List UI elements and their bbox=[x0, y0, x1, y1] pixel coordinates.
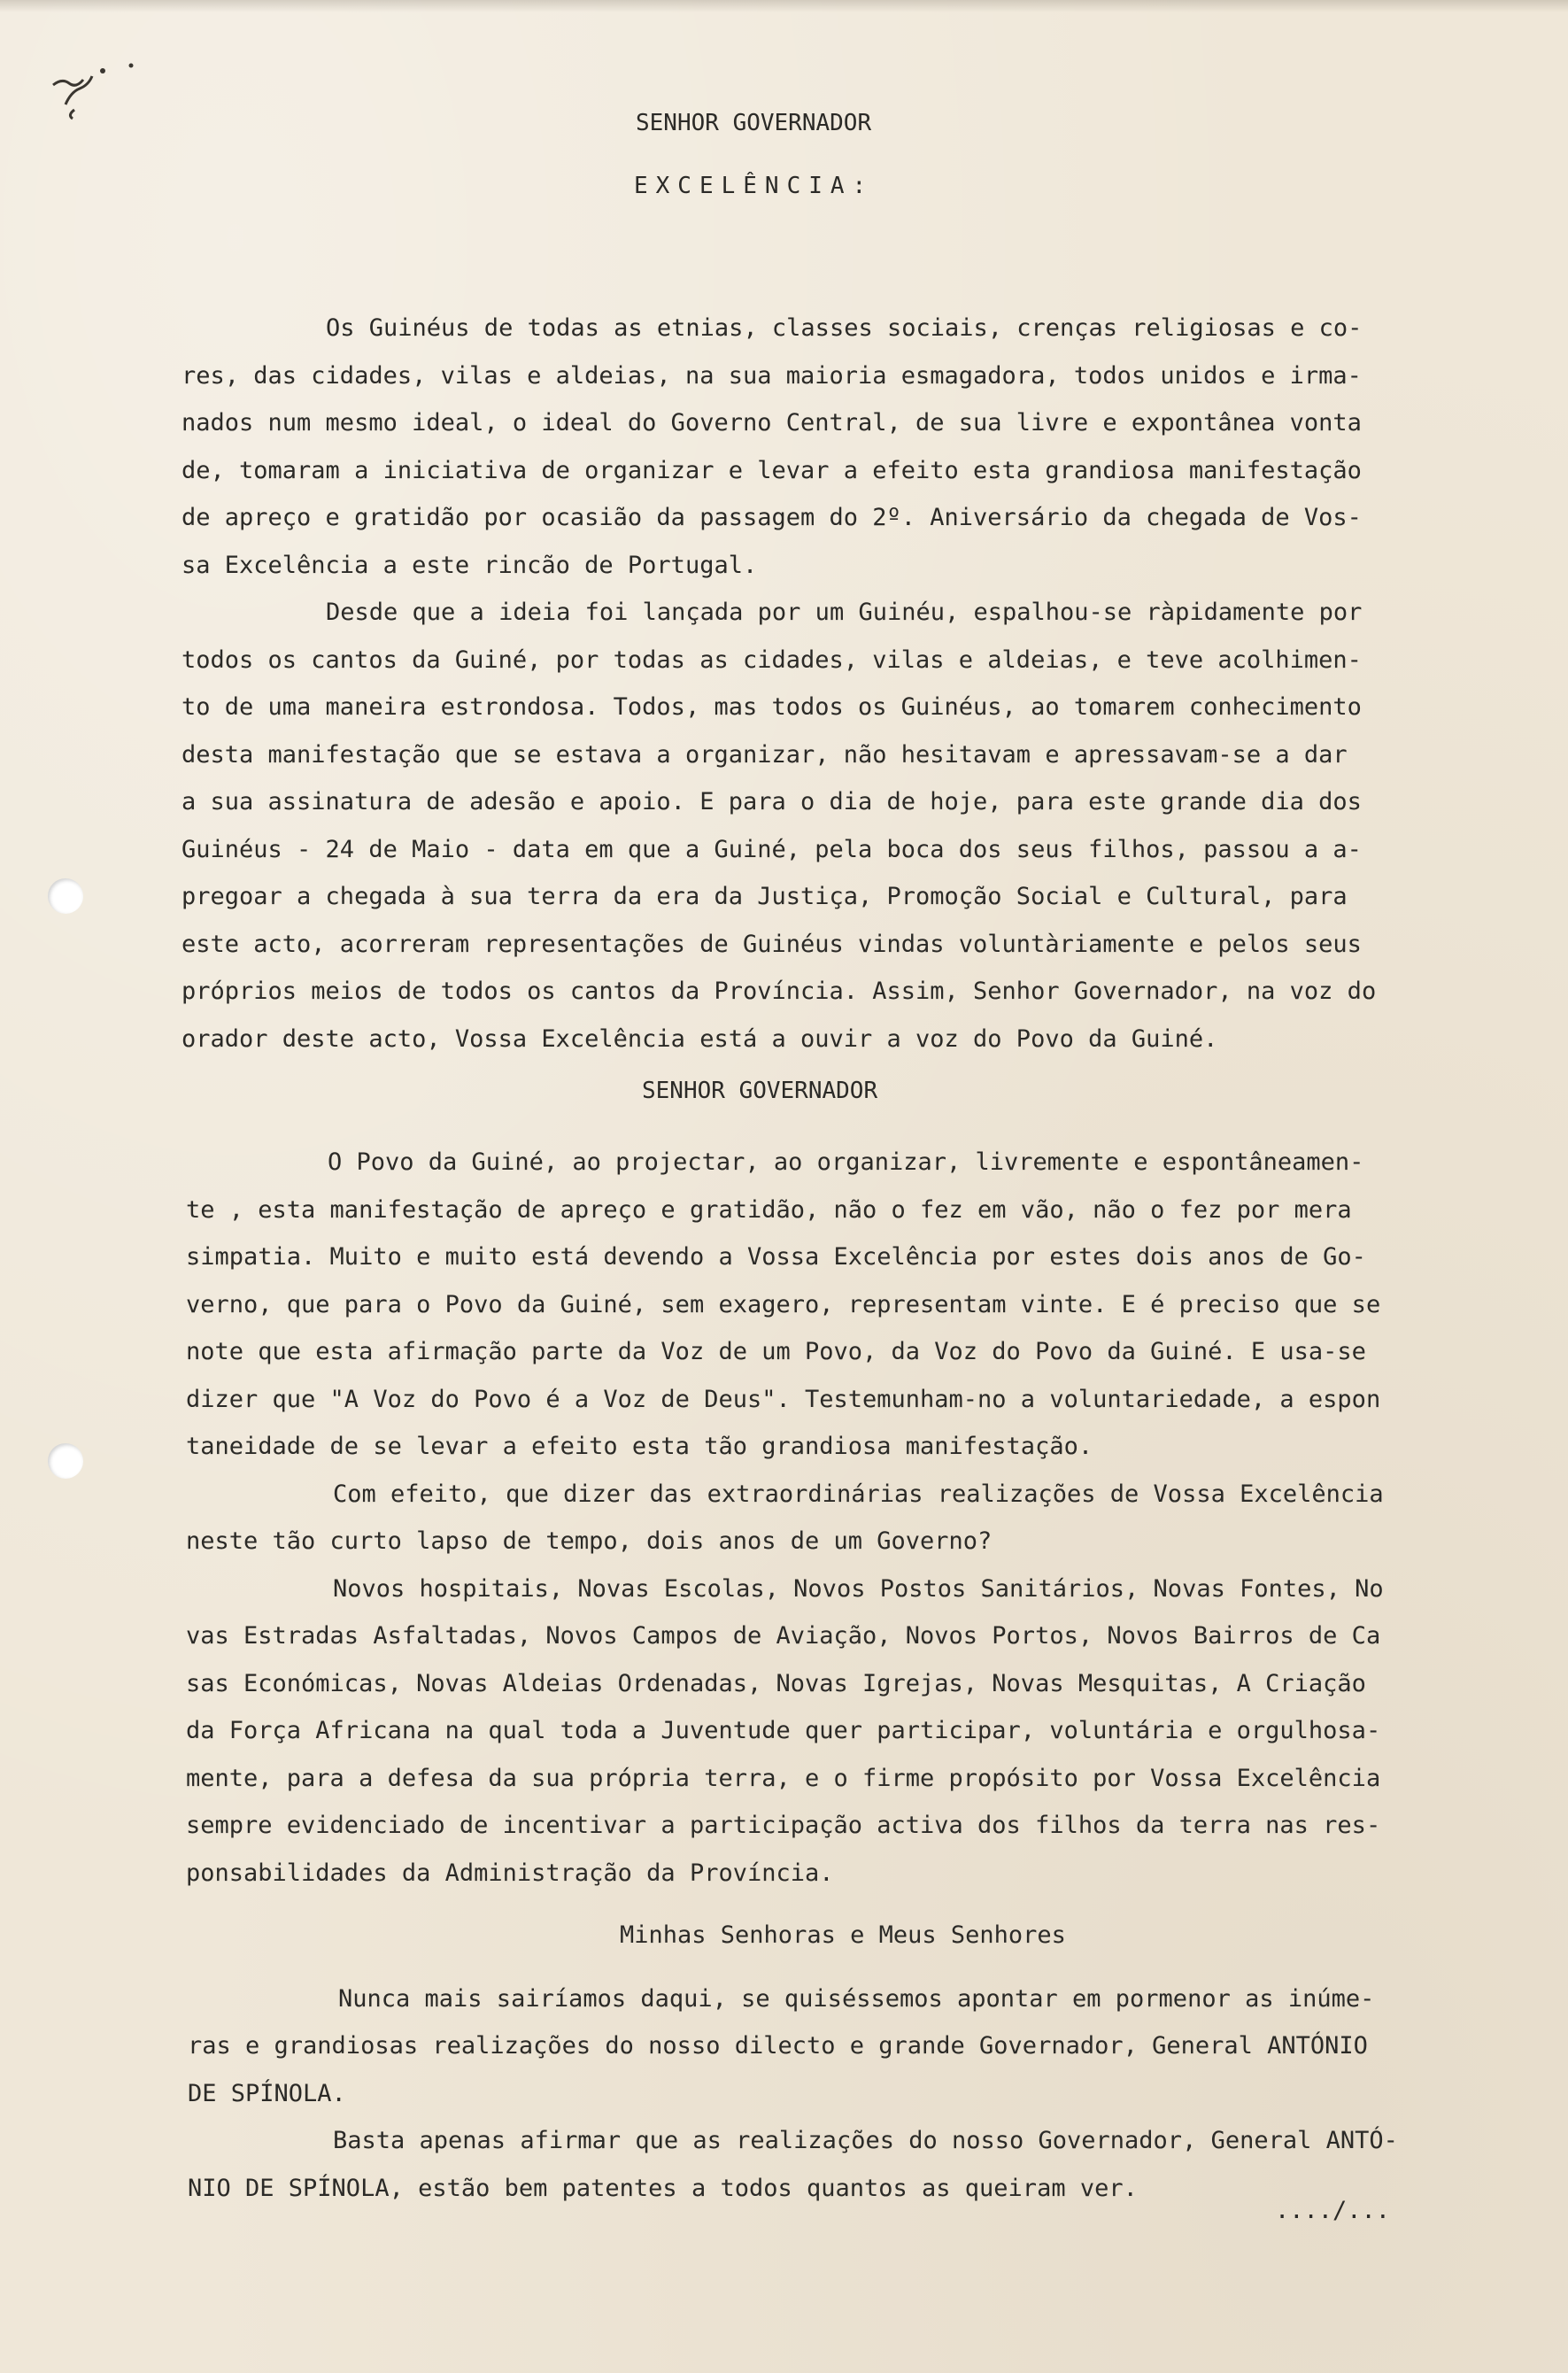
paragraph-2-line-7: pregoar a chegada à sua terra da era da Justiça, Promoção Social e Cultural, para bbox=[182, 883, 1348, 910]
paragraph-4-line-1: Com efeito, que dizer das extraordinárias realizações de Vossa Excelência bbox=[333, 1480, 1384, 1508]
paragraph-6-line-2: ras e grandiosas realizações do nosso dilecto e grande Governador, General ANTÓNIO bbox=[188, 2032, 1368, 2060]
paragraph-5-line-7: ponsabilidades da Administração da Província. bbox=[186, 1859, 834, 1887]
paragraph-7-line-2: NIO DE SPÍNOLA, estão bem patentes a todos quantos as queiram ver. bbox=[188, 2175, 1138, 2202]
paragraph-6-line-1: Nunca mais sairíamos daqui, se quiséssemos apontar em pormenor as inúme- bbox=[338, 1985, 1375, 2013]
paragraph-2-line-10: orador deste acto, Vossa Excelência está a ouvir a voz do Povo da Guiné. bbox=[182, 1025, 1218, 1053]
paragraph-3-line-2: te , esta manifestação de apreço e gratidão, não o fez em vão, não o fez por mera bbox=[186, 1196, 1352, 1224]
paragraph-3-line-3: simpatia. Muito e muito está devendo a Vossa Excelência por estes dois anos de Go- bbox=[186, 1243, 1366, 1271]
paragraph-1-line-2: res, das cidades, vilas e aldeias, na sua maioria esmagadora, todos unidos e irma- bbox=[182, 362, 1362, 390]
paragraph-2-line-9: próprios meios de todos os cantos da Província. Assim, Senhor Governador, na voz do bbox=[182, 978, 1377, 1005]
paragraph-5-line-6: sempre evidenciado de incentivar a participação activa dos filhos da terra nas res- bbox=[186, 1812, 1381, 1839]
paragraph-7-line-1: Basta apenas afirmar que as realizações do nosso Governador, General ANTÓ- bbox=[333, 2127, 1398, 2154]
heading-excelencia: EXCELÊNCIA: bbox=[634, 173, 875, 199]
heading-senhor-governador-2: SENHOR GOVERNADOR bbox=[642, 1078, 878, 1104]
paragraph-3-line-7: taneidade de se levar a efeito esta tão grandiosa manifestação. bbox=[186, 1433, 1093, 1460]
paragraph-2-line-2: todos os cantos da Guiné, por todas as cidades, vilas e aldeias, e teve acolhimen- bbox=[182, 646, 1362, 674]
paragraph-1-line-4: de, tomaram a iniciativa de organizar e levar a efeito esta grandiosa manifestação bbox=[182, 457, 1362, 484]
punch-hole-top bbox=[48, 878, 83, 914]
ink-scribble-mark bbox=[46, 51, 143, 131]
paragraph-2-line-3: to de uma maneira estrondosa. Todos, mas todos os Guinéus, ao tomarem conhecimento bbox=[182, 693, 1362, 721]
paragraph-5-line-3: sas Económicas, Novas Aldeias Ordenadas, Novas Igrejas, Novas Mesquitas, A Criação bbox=[186, 1670, 1366, 1697]
paragraph-1-line-1: Os Guinéus de todas as etnias, classes sociais, crenças religiosas e co- bbox=[326, 314, 1363, 342]
paragraph-2-line-5: a sua assinatura de adesão e apoio. E para o dia de hoje, para este grande dia dos bbox=[182, 788, 1362, 815]
paragraph-5-line-5: mente, para a defesa da sua própria terra, e o firme propósito por Vossa Excelência bbox=[186, 1765, 1381, 1792]
paragraph-2-line-6: Guinéus - 24 de Maio - data em que a Guiné, pela boca dos seus filhos, passou a a- bbox=[182, 836, 1362, 863]
page-edge-shadow bbox=[0, 0, 1568, 12]
paragraph-6-line-3: DE SPÍNOLA. bbox=[188, 2080, 346, 2107]
paragraph-1-line-5: de apreço e gratidão por ocasião da passagem do 2º. Aniversário da chegada de Vos- bbox=[182, 504, 1362, 531]
paragraph-3-line-1: O Povo da Guiné, ao projectar, ao organizar, livremente e espontâneamen- bbox=[328, 1148, 1364, 1176]
heading-minhas-senhoras: Minhas Senhoras e Meus Senhores bbox=[620, 1921, 1066, 1949]
punch-hole-bottom bbox=[48, 1443, 83, 1479]
paragraph-4-line-2: neste tão curto lapso de tempo, dois anos de um Governo? bbox=[186, 1527, 993, 1555]
paragraph-1-line-6: sa Excelência a este rincão de Portugal. bbox=[182, 552, 758, 579]
paragraph-3-line-5: note que esta afirmação parte da Voz de um Povo, da Voz do Povo da Guiné. E usa-se bbox=[186, 1338, 1366, 1365]
paragraph-5-line-1: Novos hospitais, Novas Escolas, Novos Postos Sanitários, Novas Fontes, No bbox=[333, 1575, 1384, 1603]
paragraph-3-line-4: verno, que para o Povo da Guiné, sem exagero, representam vinte. E é preciso que se bbox=[186, 1291, 1381, 1318]
continuation-mark: ..../... bbox=[1275, 2197, 1391, 2224]
paragraph-2-line-4: desta manifestação que se estava a organizar, não hesitavam e apressavam-se a dar bbox=[182, 741, 1348, 769]
paragraph-5-line-4: da Força Africana na qual toda a Juventude quer participar, voluntária e orgulhosa- bbox=[186, 1717, 1381, 1744]
paragraph-2-line-1: Desde que a ideia foi lançada por um Guinéu, espalhou-se ràpidamente por bbox=[326, 599, 1363, 626]
heading-senhor-governador: SENHOR GOVERNADOR bbox=[636, 110, 872, 136]
paragraph-5-line-2: vas Estradas Asfaltadas, Novos Campos de Aviação, Novos Portos, Novos Bairros de Ca bbox=[186, 1622, 1381, 1650]
paragraph-1-line-3: nados num mesmo ideal, o ideal do Governo Central, de sua livre e expontânea vonta bbox=[182, 409, 1362, 437]
paragraph-3-line-6: dizer que "A Voz do Povo é a Voz de Deus". Testemunham-no a voluntariedade, a espon bbox=[186, 1386, 1381, 1413]
paragraph-2-line-8: este acto, acorreram representações de Guinéus vindas voluntàriamente e pelos seus bbox=[182, 931, 1362, 958]
